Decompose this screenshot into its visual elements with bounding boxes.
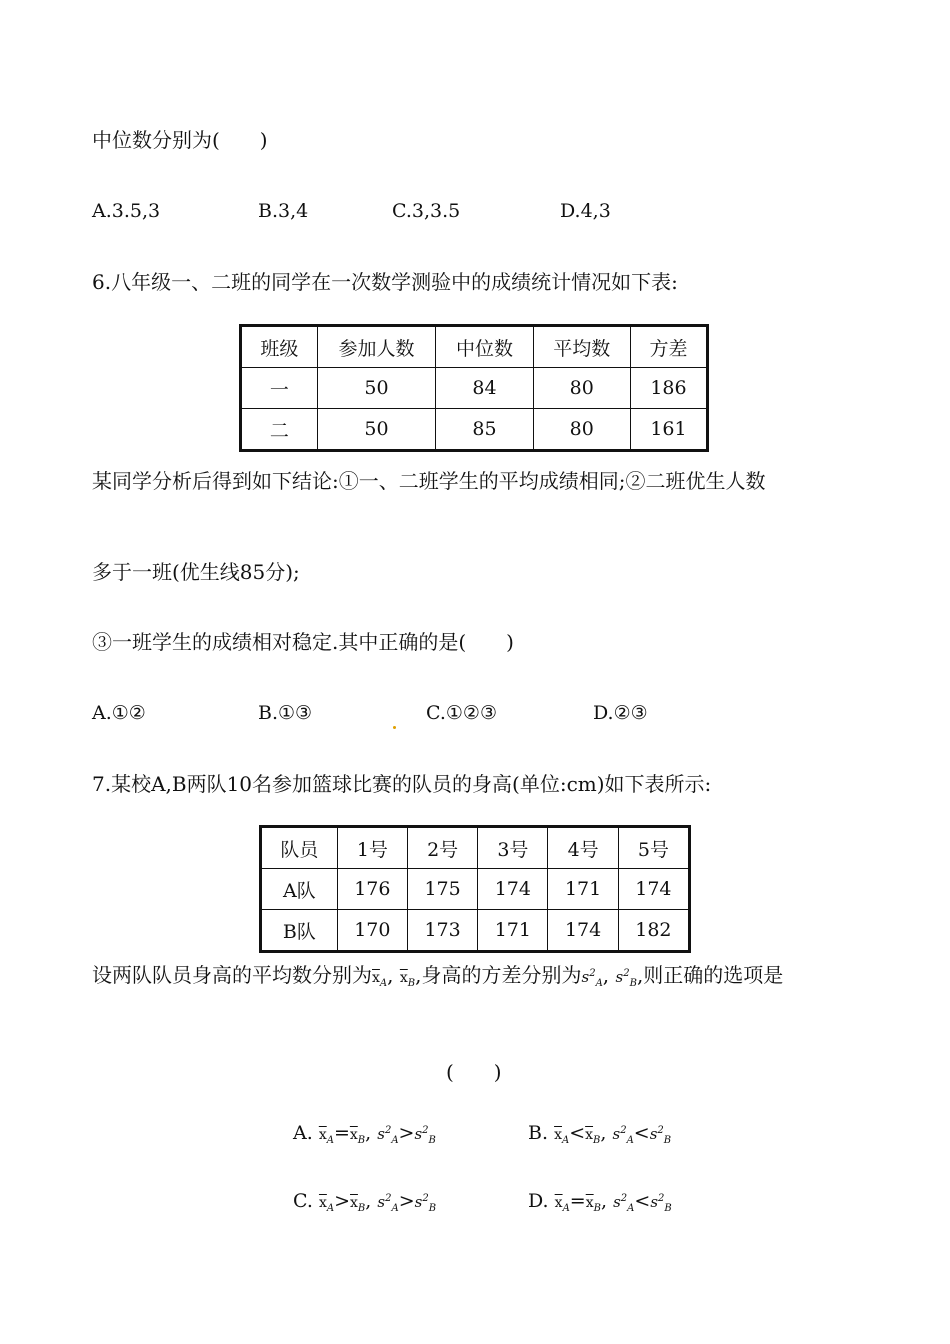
table-cell: 182 <box>618 910 689 952</box>
variance-a-symbol: $s^2_A$ <box>581 968 603 989</box>
table-cell: 50 <box>317 368 436 409</box>
table-cell: B队 <box>261 910 338 952</box>
table-cell: 85 <box>436 409 533 451</box>
mean-a-symbol: $\overline{x}_A$ <box>372 970 388 989</box>
q6-option-a: A.①② <box>92 702 146 724</box>
q7-option-a: A. $\overline{x}_A=\overline{x}_B$, $s^2_A>s^2_B$ <box>293 1122 436 1146</box>
table-header-cell: 3号 <box>478 827 548 869</box>
table-header-cell: 5号 <box>618 827 689 869</box>
q7-option-b: B. $\overline{x}_A<\overline{x}_B$, $s^2_A<s^2_B$ <box>528 1122 672 1146</box>
q7-height-table <box>259 825 691 953</box>
table-row <box>261 869 690 910</box>
table-cell: 二 <box>241 409 318 451</box>
table-cell: 174 <box>478 869 548 910</box>
table-cell: 186 <box>630 368 707 409</box>
table-header-cell: 方差 <box>630 326 707 368</box>
table-cell: 80 <box>533 409 630 451</box>
mean-b-symbol: $\overline{x}_B$ <box>399 970 416 989</box>
q6-analysis-line-1: 某同学分析后得到如下结论:①一、二班学生的平均成绩相同;②二班优生人数 <box>92 469 766 493</box>
table-header-cell: 4号 <box>548 827 618 869</box>
table-cell: 173 <box>407 910 477 952</box>
q5-option-d: D.4,3 <box>560 200 611 222</box>
q6-score-table <box>239 324 709 452</box>
table-cell: 171 <box>548 869 618 910</box>
table-cell: 50 <box>317 409 436 451</box>
q5-stem-tail: 中位数分别为( ) <box>92 128 268 152</box>
q7-desc-part-a: 设两队队员身高的平均数分别为 <box>92 963 372 987</box>
q7-description: 设两队队员身高的平均数分别为$\overline{x}_A$, $\overline{x}_B$,身高的方差分别为$s^2_A$, $s^2_B$,则正确的选项是 <box>92 963 784 989</box>
table-header-cell: 班级 <box>241 326 318 368</box>
q5-option-a: A.3.5,3 <box>92 200 161 222</box>
table-header-row <box>241 326 708 368</box>
q6-option-b: B.①③ <box>258 702 313 724</box>
table-cell: 174 <box>548 910 618 952</box>
q6-analysis-line-3: ③一班学生的成绩相对稳定.其中正确的是( ) <box>92 630 514 654</box>
table-cell: A队 <box>261 869 338 910</box>
table-header-cell: 队员 <box>261 827 338 869</box>
table-header-cell: 2号 <box>407 827 477 869</box>
q7-stem: 7.某校A,B两队10名参加篮球比赛的队员的身高(单位:cm)如下表所示: <box>92 772 712 796</box>
table-cell: 171 <box>478 910 548 952</box>
table-cell: 80 <box>533 368 630 409</box>
q6-option-c: C.①②③ <box>426 702 497 724</box>
table-cell: 161 <box>630 409 707 451</box>
table-cell: 170 <box>337 910 407 952</box>
q7-option-c: C. $\overline{x}_A>\overline{x}_B$, $s^2_A>s^2_B$ <box>293 1190 437 1214</box>
q5-option-c: C.3,3.5 <box>392 200 461 222</box>
table-cell: 176 <box>337 869 407 910</box>
q7-desc-part-c: ,则正确的选项是 <box>636 963 784 987</box>
q7-desc-part-b: ,身高的方差分别为 <box>415 963 582 987</box>
table-row <box>241 409 708 451</box>
table-cell: 84 <box>436 368 533 409</box>
table-header-cell: 参加人数 <box>317 326 436 368</box>
q6-option-d: D.②③ <box>593 702 648 724</box>
table-header-cell: 1号 <box>337 827 407 869</box>
q6-stem: 6.八年级一、二班的同学在一次数学测验中的成绩统计情况如下表: <box>92 270 678 294</box>
table-header-cell: 平均数 <box>533 326 630 368</box>
table-row <box>261 910 690 952</box>
table-header-cell: 中位数 <box>436 326 533 368</box>
table-row <box>241 368 708 409</box>
q7-option-d: D. $\overline{x}_A=\overline{x}_B$, $s^2_A<s^2_B$ <box>528 1190 672 1214</box>
q6-analysis-line-2: 多于一班(优生线85分); <box>92 560 300 584</box>
q7-answer-paren: ( ) <box>446 1060 502 1084</box>
q5-option-b: B.3,4 <box>258 200 309 222</box>
decorative-dot <box>392 714 397 733</box>
table-cell: 一 <box>241 368 318 409</box>
table-cell: 175 <box>407 869 477 910</box>
table-cell: 174 <box>618 869 689 910</box>
table-header-row <box>261 827 690 869</box>
variance-b-symbol: $s^2_B$ <box>615 968 637 989</box>
